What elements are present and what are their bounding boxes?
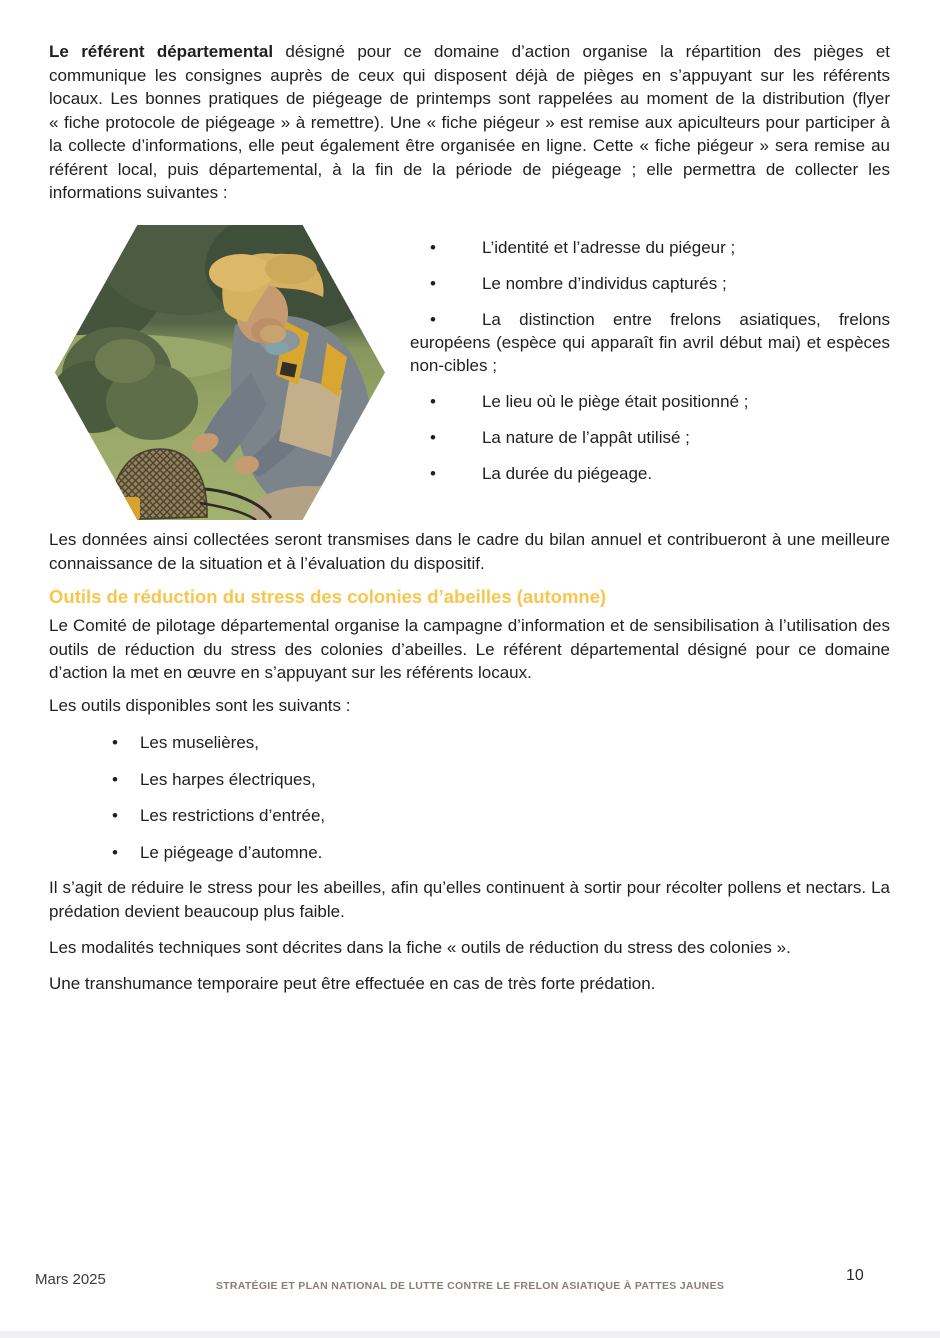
list-item: • La durée du piégeage. bbox=[430, 464, 653, 483]
list-item: • La nature de l’appât utilisé ; bbox=[430, 428, 690, 447]
stress-paragraph: Il s’agit de réduire le stress pour les abeilles, afin qu’elles continuent à sortir pour récolter pollens et nectars. La prédation devient beaucoup plus faible. bbox=[49, 878, 890, 921]
bullet-icon: • bbox=[430, 392, 436, 411]
list-item: • La distinction entre frelons asiatiques, frelons européens (espèce qui apparaît fin avril début mai) et espèces non-cibles ; bbox=[410, 310, 890, 375]
intro-paragraph-body: désigné pour ce domaine d’action organise la répartition des pièges et communique les consignes auprès de ceux qui disposent déjà de pièges en s’appuyant sur les référents locaux. Les bonnes pratiques de piégeage de printemps sont rappelées au moment de la distribution (flyer « fiche protocole de piégeage » à remettre). Une « fiche piégeur » est remise aux apiculteurs pour participer à la collecte d’informations, elle peut également être organisée en ligne. Cette « fiche piégeur » sera remise au référent local, puis départemental, à la fin de la période de piégeage ; elle permettra de collecter les informations suivantes : bbox=[49, 42, 891, 202]
beekeeper-hexagon-photo bbox=[55, 225, 385, 520]
section-heading-outils: Outils de réduction du stress des colonies d’abeilles (automne) bbox=[49, 586, 607, 607]
bottom-edge-strip bbox=[0, 1331, 940, 1338]
list-item: • Les muselières, bbox=[112, 733, 260, 752]
footer-date: Mars 2025 bbox=[35, 1271, 106, 1288]
comite-paragraph: Le Comité de pilotage départemental organise la campagne d’information et de sensibilisation à l’utilisation des outils de réduction du stress des colonies d’abeilles. Le référent départemental désigné pour ce domaine d’action la met en œuvre en s’appuyant sur les référents locaux. bbox=[49, 616, 890, 682]
transhumance-paragraph: Une transhumance temporaire peut être effectuée en cas de très forte prédation. bbox=[49, 974, 656, 993]
fiche-piegeur-list bbox=[410, 236, 890, 498]
list-item: • Le lieu où le piège était positionné ; bbox=[430, 392, 749, 411]
list-item: • Les restrictions d’entrée, bbox=[112, 806, 326, 825]
bullet-icon: • bbox=[430, 310, 436, 329]
outils-intro-paragraph: Les outils disponibles sont les suivants : bbox=[49, 696, 351, 715]
list-item: • Le nombre d’individus capturés ; bbox=[430, 274, 727, 293]
page-number: 10 bbox=[846, 1267, 864, 1284]
bullet-icon: • bbox=[430, 274, 436, 293]
donnees-paragraph: Les données ainsi collectées seront transmises dans le cadre du bilan annuel et contribueront à une meilleure connaissance de la situation et à l’évaluation du dispositif. bbox=[49, 530, 890, 573]
bullet-icon: • bbox=[430, 428, 436, 447]
outils-list bbox=[112, 731, 732, 877]
bullet-icon: • bbox=[112, 806, 118, 825]
beekeeper-photo-illustration bbox=[55, 225, 385, 520]
modalites-paragraph: Les modalités techniques sont décrites dans la fiche « outils de réduction du stress des colonies ». bbox=[49, 938, 791, 957]
bullet-icon: • bbox=[112, 842, 118, 862]
intro-paragraph bbox=[49, 40, 890, 205]
list-item: • L’identité et l’adresse du piégeur ; bbox=[430, 238, 736, 257]
intro-paragraph-lead: Le référent départemental bbox=[49, 42, 274, 61]
bullet-icon: • bbox=[430, 238, 436, 257]
bullet-icon: • bbox=[112, 769, 118, 789]
list-item: • Les harpes électriques, bbox=[112, 769, 316, 789]
bullet-icon: • bbox=[112, 733, 118, 752]
bullet-icon: • bbox=[430, 464, 436, 483]
footer-document-title: STRATÉGIE ET PLAN NATIONAL DE LUTTE CONTRE LE FRELON ASIATIQUE À PATTES JAUNES bbox=[215, 1280, 725, 1292]
list-item: • Le piégeage d’automne. bbox=[112, 842, 323, 862]
